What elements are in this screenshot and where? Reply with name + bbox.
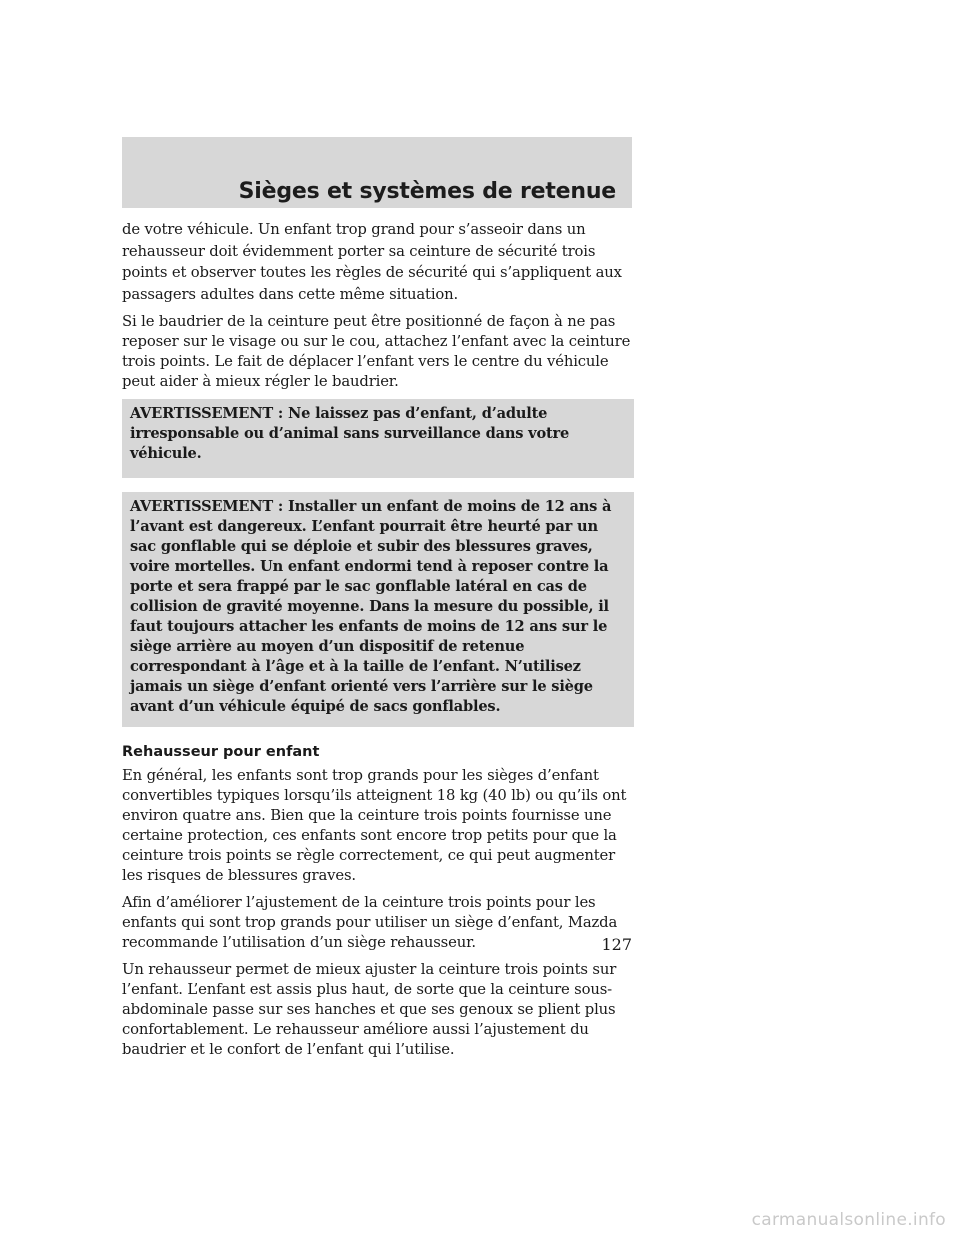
body-paragraph-3: En général, les enfants sont trop grands pour les sièges d’enfant convertibles typiques lorsqu’ils atteignent 18 kg (40 lb) ou qu’ils ont environ quatre ans. Bien que la ceinture trois points fournisse une certaine protection, ces enfants sont encore trop petits pour que la ceinture trois points se règle correctement, ce qui peut augmenter les risques de blessures graves. — [122, 767, 627, 884]
page-content — [122, 219, 634, 1067]
section-header — [122, 137, 632, 208]
subheading-booster-seat: Rehausseur pour enfant — [122, 744, 320, 760]
warning-box-2: AVERTISSEMENT : Installer un enfant de moins de 12 ans à l’avant est dangereux. L’enfant pourrait être heurté par un sac gonflable qui se déploie et subir des blessures graves, voire mortelles. Un enfant endormi tend à reposer contre la porte et sera frappé par le sac gonflable latéral en cas de collision de gravité moyenne. Dans la mesure du possible, il faut toujours attacher les enfants de moins de 12 ans sur le siège arrière au moyen d’un dispositif de retenue correspondant à l’âge et à la taille de l’enfant. N’utilisez jamais un siège d’enfant orienté vers l’arrière sur le siège avant d’un véhicule équipé de sacs gonflables. — [122, 492, 634, 727]
warning-box-1: AVERTISSEMENT : Ne laissez pas d’enfant, d’adulte irresponsable ou d’animal sans surveillance dans votre véhicule. — [122, 399, 634, 478]
body-paragraph-2: Si le baudrier de la ceinture peut être positionné de façon à ne pas reposer sur le visage ou sur le cou, attachez l’enfant avec la ceinture trois points. Le fait de déplacer l’enfant vers le centre du véhicule peut aider à mieux régler le baudrier. — [122, 313, 631, 390]
body-paragraph-1: de votre véhicule. Un enfant trop grand pour s’asseoir dans un rehausseur doit évidemment porter sa ceinture de sécurité trois points et observer toutes les règles de sécurité qui s’appliquent aux passagers adultes dans cette même situation. — [122, 221, 622, 303]
watermark-link[interactable]: carmanualsonline.info — [751, 1210, 946, 1230]
body-paragraph-5: Un rehausseur permet de mieux ajuster la ceinture trois points sur l’enfant. L’enfant est assis plus haut, de sorte que la ceinture sous-abdominale passe sur ses hanches et que ses genoux se plient plus confortablement. Le rehausseur améliore aussi l’ajustement du baudrier et le confort de l’enfant qui l’utilise. — [122, 961, 617, 1058]
body-paragraph-4: Afin d’améliorer l’ajustement de la ceinture trois points pour les enfants qui sont trop grands pour utiliser un siège d’enfant, Mazda recommande l’utilisation d’un siège rehausseur. — [122, 894, 618, 951]
page-number: 127 — [601, 935, 632, 954]
section-title: Sièges et systèmes de retenue — [238, 179, 616, 204]
